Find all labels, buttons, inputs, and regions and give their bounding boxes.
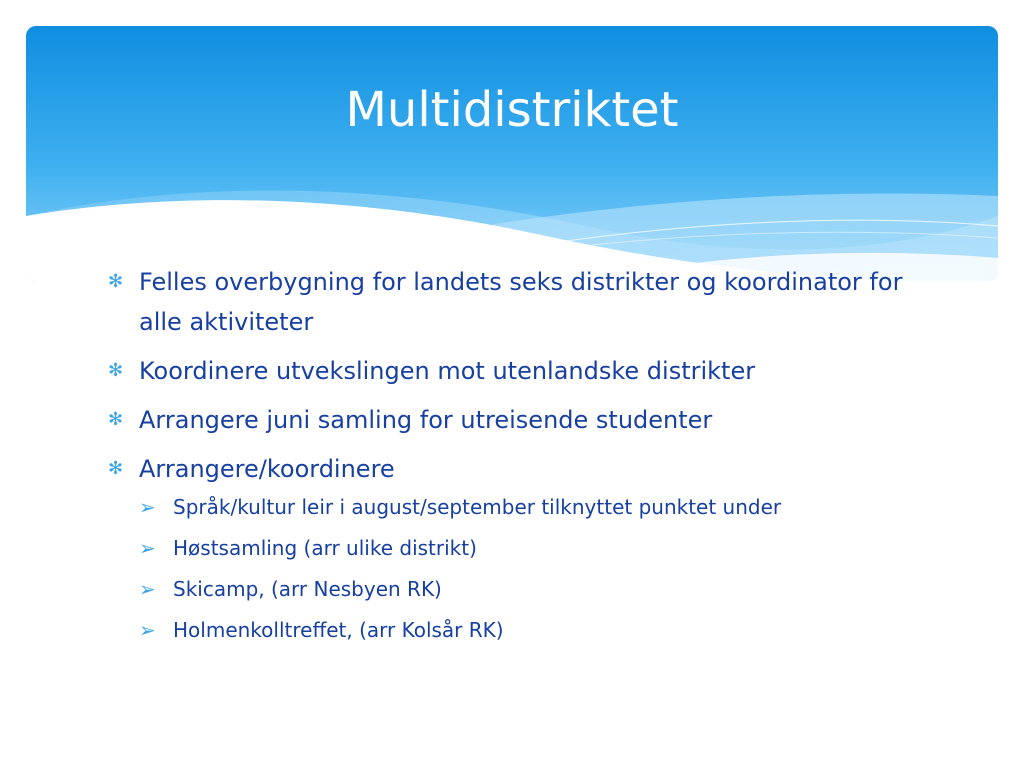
sub-bullet-list xyxy=(139,492,928,645)
sub-bullet-text: Språk/kultur leir i august/september tilknyttet punktet under xyxy=(173,495,782,519)
asterisk-bullet-icon: ✻ xyxy=(108,271,124,292)
asterisk-bullet-icon: ✻ xyxy=(108,409,124,430)
bullet-text: Felles overbygning for landets seks distrikter og koordinator for alle aktiviteter xyxy=(139,268,903,336)
bullet-text: Koordinere utvekslingen mot utenlandske distrikter xyxy=(139,357,756,385)
sub-bullet-text: Høstsamling (arr ulike distrikt) xyxy=(173,536,477,560)
sub-bullet-item xyxy=(139,615,928,645)
bullet-item xyxy=(108,449,928,645)
sub-bullet-text: Skicamp, (arr Nesbyen RK) xyxy=(173,577,442,601)
sub-bullet-item xyxy=(139,533,928,563)
arrow-bullet-icon: ➢ xyxy=(139,536,156,560)
bullet-text: Arrangere/koordinere xyxy=(139,455,395,483)
bullet-text: Arrangere juni samling for utreisende studenter xyxy=(139,406,713,434)
arrow-bullet-icon: ➢ xyxy=(139,618,156,642)
wave-banner-graphic xyxy=(26,26,998,281)
asterisk-bullet-icon: ✻ xyxy=(108,458,124,479)
sub-bullet-text: Holmenkolltreffet, (arr Kolsår RK) xyxy=(173,618,504,642)
bullet-list xyxy=(108,262,928,656)
bullet-item xyxy=(108,262,928,342)
sub-bullet-item xyxy=(139,574,928,604)
asterisk-bullet-icon: ✻ xyxy=(108,360,124,381)
arrow-bullet-icon: ➢ xyxy=(139,495,156,519)
bullet-item xyxy=(108,351,928,391)
bullet-item xyxy=(108,400,928,440)
slide-title: Multidistriktet xyxy=(345,82,679,138)
sub-bullet-item xyxy=(139,492,928,522)
title-banner xyxy=(26,26,998,281)
arrow-bullet-icon: ➢ xyxy=(139,577,156,601)
